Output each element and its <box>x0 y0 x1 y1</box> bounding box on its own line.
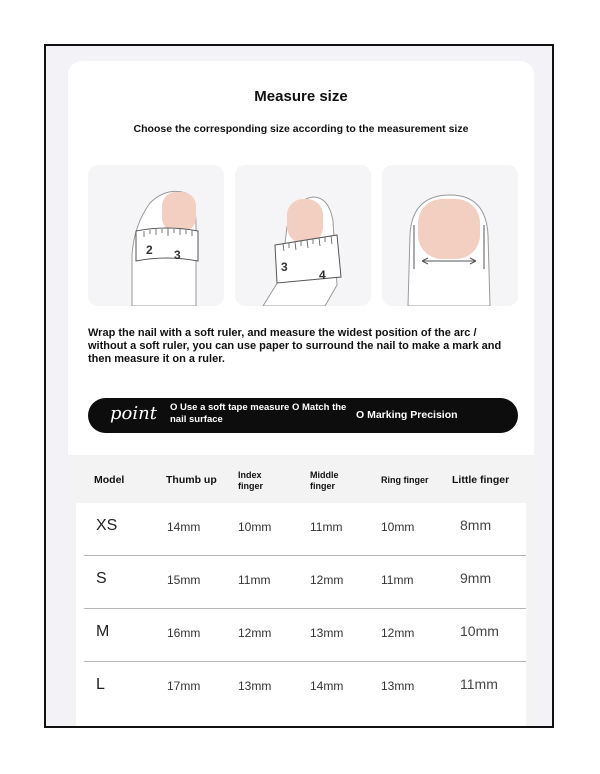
page-subtitle: Choose the corresponding size according to the measurement size <box>133 123 469 135</box>
nail-width-illustration <box>382 165 518 306</box>
header-thumb: Thumb up <box>166 474 217 486</box>
cell-ring: 10mm <box>381 520 415 534</box>
measurement-instructions: Wrap the nail with a soft ruler, and measure the widest position of the arc / without a soft ruler, you can use paper to surround the nail to make a mark and then measure it on a ruler. <box>88 327 502 365</box>
point-tip-marking-precision: O Marking Precision <box>356 409 458 421</box>
illustration-nail-width <box>382 165 518 306</box>
cell-little: 10mm <box>460 623 499 639</box>
ruler-mark-3: 3 <box>174 248 181 262</box>
header-index-finger: Index finger <box>238 470 264 491</box>
ruler-mark-2: 2 <box>146 243 153 257</box>
point-label: point <box>110 403 157 424</box>
header-model: Model <box>94 474 125 486</box>
outer-frame <box>44 44 554 728</box>
finger-ruler-illustration-2 <box>235 165 371 306</box>
point-banner <box>88 398 518 433</box>
cell-index: 12mm <box>238 626 272 640</box>
cell-ring: 12mm <box>381 626 415 640</box>
cell-middle: 13mm <box>310 626 344 640</box>
cell-index: 10mm <box>238 520 272 534</box>
cell-middle: 14mm <box>310 679 344 693</box>
size-guide-card <box>68 61 534 728</box>
page-title: Measure size <box>254 88 348 105</box>
table-row <box>76 503 526 556</box>
cell-thumb: 17mm <box>167 679 201 693</box>
header-middle-finger: Middle finger <box>310 470 339 491</box>
cell-thumb: 14mm <box>167 520 201 534</box>
cell-model: L <box>96 676 105 693</box>
cell-little: 11mm <box>460 676 498 692</box>
cell-little: 9mm <box>460 570 492 586</box>
nail <box>418 199 480 259</box>
table-row <box>76 609 526 662</box>
cell-middle: 11mm <box>310 520 343 534</box>
size-table-body <box>76 503 526 728</box>
header-ring-finger: Ring finger <box>381 475 429 485</box>
size-table-header <box>68 455 534 503</box>
cell-thumb: 15mm <box>167 573 201 587</box>
ruler-mark-4: 4 <box>319 268 326 282</box>
cell-middle: 12mm <box>310 573 344 587</box>
header-little-finger: Little finger <box>452 474 510 486</box>
table-row <box>76 556 526 609</box>
cell-little: 8mm <box>460 517 492 533</box>
cell-ring: 11mm <box>381 573 414 587</box>
nail <box>162 192 196 232</box>
finger-ruler-illustration-1 <box>88 165 224 306</box>
ruler-mark-3: 3 <box>281 260 288 274</box>
illustration-angled-ruler <box>235 165 371 306</box>
cell-ring: 13mm <box>381 679 415 693</box>
cell-index: 13mm <box>238 679 272 693</box>
cell-index: 11mm <box>238 573 271 587</box>
cell-model: M <box>96 623 110 640</box>
table-row <box>76 662 526 715</box>
cell-model: XS <box>96 517 118 534</box>
illustration-thumb-ruler <box>88 165 224 306</box>
measurement-illustrations <box>88 165 518 306</box>
cell-model: S <box>96 570 107 587</box>
nail <box>287 199 323 243</box>
point-tip-soft-tape: O Use a soft tape measure O Match the nail surface <box>170 402 347 425</box>
cell-thumb: 16mm <box>167 626 201 640</box>
size-table <box>68 455 534 728</box>
